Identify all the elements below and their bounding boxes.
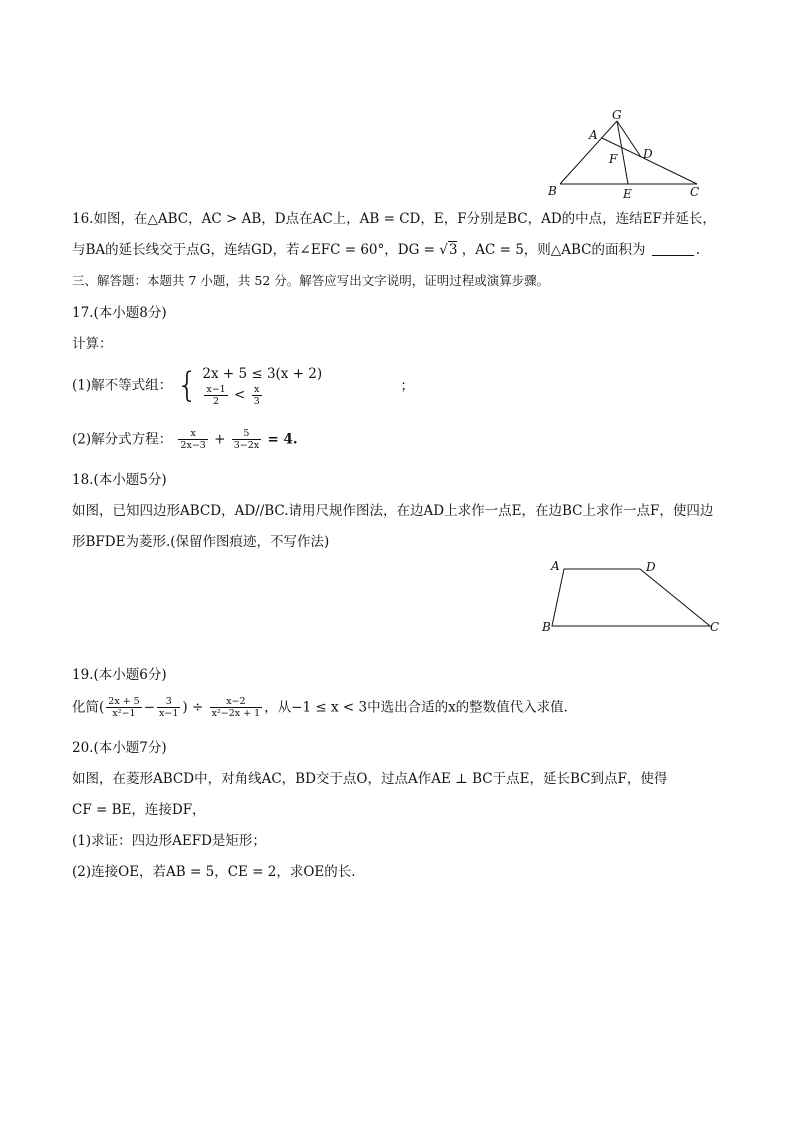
triangle-figure (540, 108, 720, 203)
q19-body (72, 696, 568, 726)
label-f: F (609, 152, 618, 166)
q17-intro: 计算： (72, 336, 113, 352)
q18-line1: 如图，已知四边形ABCD，AD//BC.请用尺规作图法，在边AD上求作一点E，在边BC上求作一点F，使四边 (72, 503, 714, 519)
q19-frac3: $\frac{x-2}{\text{x²−2x + 1}}$ (211, 696, 261, 719)
label-b: B (548, 184, 557, 198)
q18-header: 18.(本小题5分) (72, 472, 167, 488)
q17-part1-label: (1)解不等式组： (72, 377, 173, 394)
q16-answer-blank (652, 243, 694, 256)
section3-heading: 三、解答题：本题共 7 小题，共 52 分。解答应写出文字说明，证明过程或演算步骤。 (72, 273, 550, 288)
q18-line2: 形BFDE为菱形.(保留作图痕迹，不写作法) (72, 534, 330, 550)
q19-pre: 化简( (72, 699, 105, 716)
label-c: C (690, 185, 700, 199)
q19-frac2: $\frac{3}{x-1}$ (159, 696, 179, 719)
plus-sign: + (214, 431, 226, 448)
label-d: D (643, 147, 653, 161)
q16-line1: 16.如图，在△ABC，AC > AB，D点在AC上，AB = CD，E，F分别是BC，AD的中点，连结EF并延长， (72, 211, 716, 227)
trapezoid-abcd (552, 569, 710, 626)
label-g: G (612, 108, 622, 122)
q20-part1: (1)求证：四边形AEFD是矩形； (72, 833, 266, 849)
label-d2: D (646, 560, 656, 574)
sqrt-symbol: √ (439, 242, 448, 258)
q20-line2: CF = BE，连接DF， (72, 802, 206, 818)
q17-header: 17.(本小题8分) (72, 305, 167, 321)
minus-sign: − (143, 699, 156, 716)
q17-ineq2-rhs-frac: $\frac{x}{3}$ (253, 384, 260, 407)
q17-ineq2-lhs-frac: $\frac{x-1}{2}$ (206, 384, 226, 407)
label-c2: C (710, 620, 720, 634)
q19-div: ) ÷ (182, 699, 204, 716)
q17-part2-frac2: $\frac{5}{3-2x}$ (233, 428, 260, 451)
inequality-system (202, 364, 322, 407)
q16-line2-end: . (695, 242, 701, 258)
q16-line2-b: ，AC = 5，则△ABC的面积为 (461, 242, 646, 258)
trapezoid-figure (538, 558, 728, 638)
label-b2: B (542, 620, 551, 634)
q16-line2 (72, 240, 700, 260)
q20-line1: 如图，在菱形ABCD中，对角线AC，BD交于点O，过点A作AE ⊥ BC于点E，延长BC到点F，使得 (72, 771, 668, 787)
q19-frac1: $\frac{2x + 5}{\text{x²−1}}$ (108, 696, 140, 719)
brace-symbol: { (176, 365, 199, 406)
segment-ge (617, 121, 628, 184)
q20-part2: (2)连接OE，若AB = 5，CE = 2，求OE的长. (72, 864, 356, 880)
q17-part2 (72, 428, 298, 456)
q17-ineq2: $\frac{x-1}{2}$ < $\frac{x}{3}$ (206, 384, 260, 407)
q19-header: 19.(本小题6分) (72, 667, 167, 683)
q16-sqrt-value: 3 (448, 242, 458, 258)
q17-part1-end: ； (400, 377, 414, 394)
label-a2: A (551, 559, 560, 573)
q17-part2-label: (2)解分式方程： (72, 431, 173, 448)
label-e: E (623, 187, 632, 201)
label-a: A (589, 128, 598, 142)
q20-header: 20.(本小题7分) (72, 740, 167, 756)
q17-part2-rhs: = 4. (267, 431, 298, 448)
q17-part2-frac1: $\frac{x}{2x-3}$ (180, 428, 206, 451)
q17-part1 (72, 364, 414, 412)
q19-post: ，从−1 ≤ x < 3中选出合适的x的整数值代入求值. (264, 699, 568, 716)
q16-line2-a: 与BA的延长线交于点G，连结GD，若∠EFC = 60°，DG = (72, 242, 440, 258)
q17-ineq1: 2x + 5 ≤ 3(x + 2) (202, 366, 323, 382)
